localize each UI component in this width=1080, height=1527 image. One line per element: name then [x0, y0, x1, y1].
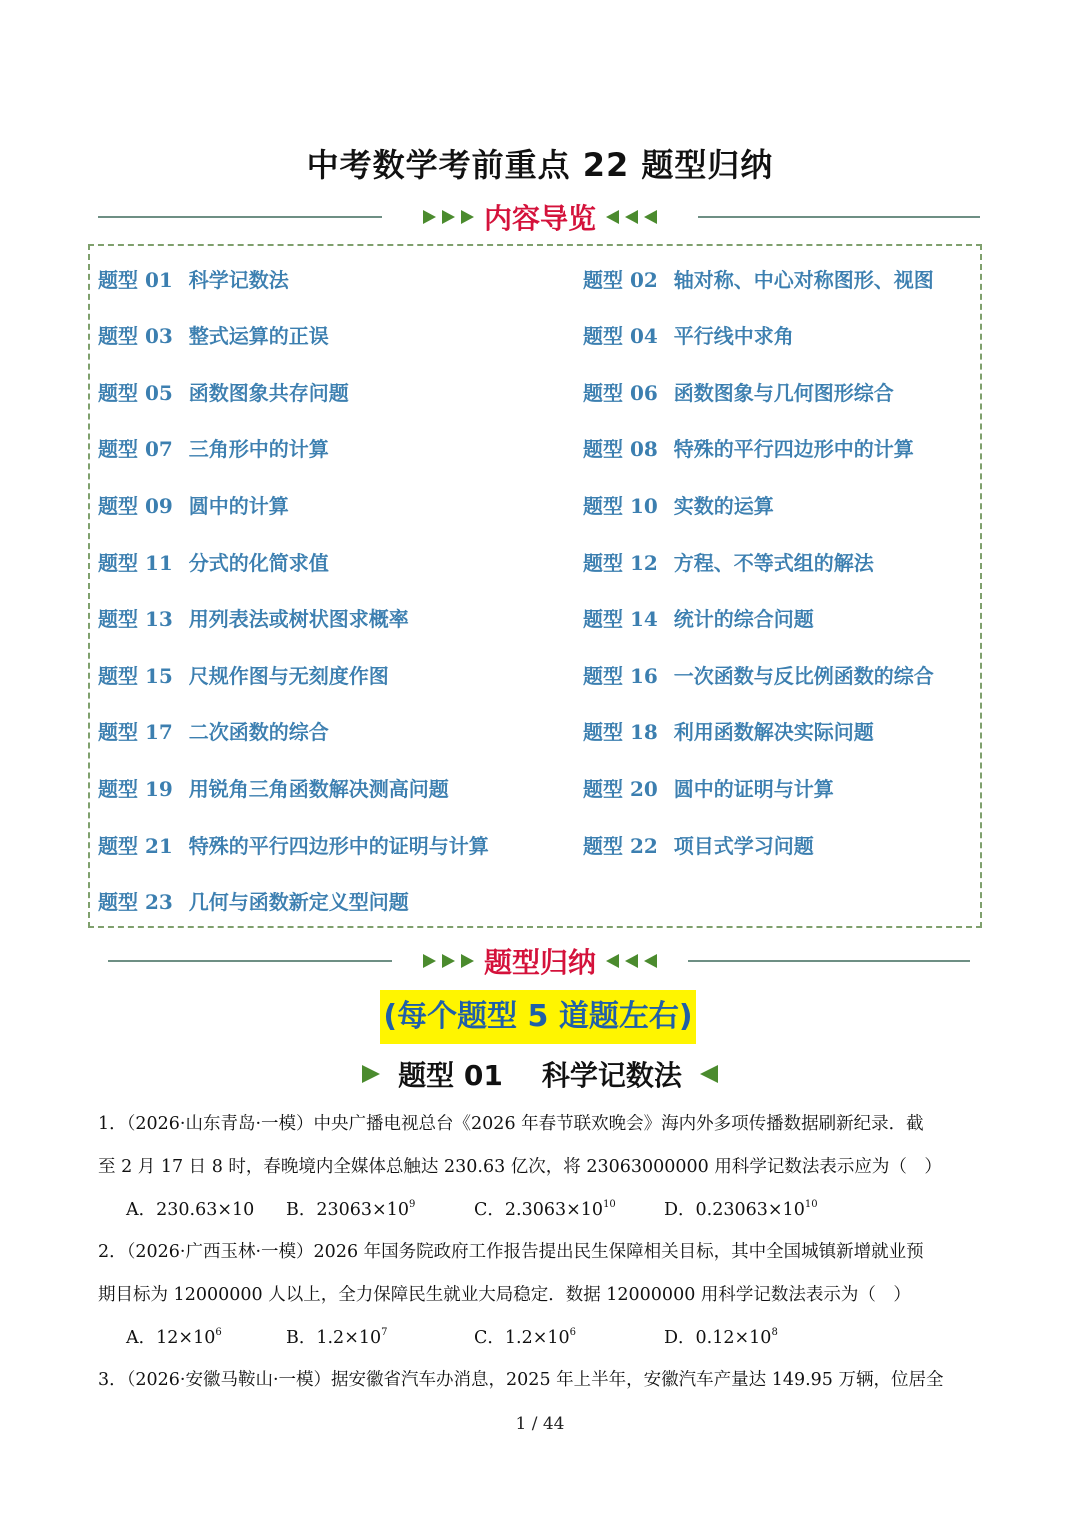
toc-item-14[interactable]: 题型 14 统计的综合问题 [583, 607, 814, 631]
toc-item-01[interactable]: 题型 01 科学记数法 [98, 268, 289, 292]
banner-title: 内容导览 [483, 202, 596, 235]
arrow-left-icon [625, 954, 638, 968]
toc-item-22[interactable]: 题型 22 项目式学习问题 [583, 834, 814, 858]
banner-type-summary [0, 941, 1080, 981]
arrow-right-icon [442, 954, 455, 968]
toc-item-15[interactable]: 题型 15 尺规作图与无刻度作图 [98, 664, 389, 688]
arrow-left-icon [644, 210, 657, 224]
page-title: 中考数学考前重点 22 题型归纳 [306, 146, 774, 184]
toc-item-18[interactable]: 题型 18 利用函数解决实际问题 [583, 720, 874, 744]
arrow-right-icon [423, 210, 436, 224]
question-1-line-2: 至 2 月 17 日 8 时，春晚境内全媒体总触达 230.63 亿次，将 23063000000 用科学记数法表示应为（ ） [98, 1157, 942, 1177]
toc-item-16[interactable]: 题型 16 一次函数与反比例函数的综合 [583, 664, 934, 688]
question-1-line-1: 1．（2026·山东青岛·一模）中央广播电视总台《2026 年春节联欢晚会》海内外多项传播数据刷新纪录．截 [98, 1114, 924, 1134]
toc-item-06[interactable]: 题型 06 函数图象与几何图形综合 [583, 381, 894, 405]
banner-content-overview [0, 197, 1080, 237]
arrow-right-icon [362, 1065, 380, 1083]
option-c: C．$1.2\times 10^6$ [474, 1327, 577, 1348]
arrow-right-icon [461, 210, 474, 224]
option-d: D．$0.23063\times 10^{10}$ [664, 1199, 818, 1220]
toc-item-11[interactable]: 题型 11 分式的化简求值 [98, 551, 329, 575]
option-a: A．230.63×10 [126, 1200, 255, 1220]
arrow-left-icon [644, 954, 657, 968]
toc-item-13[interactable]: 题型 13 用列表法或树状图求概率 [98, 607, 409, 631]
page-number: 1 / 44 [515, 1414, 565, 1434]
arrow-left-icon [625, 210, 638, 224]
arrow-right-icon [423, 954, 436, 968]
toc-item-19[interactable]: 题型 19 用锐角三角函数解决测高问题 [98, 777, 449, 801]
toc-item-07[interactable]: 题型 07 三角形中的计算 [98, 437, 329, 461]
toc-item-02[interactable]: 题型 02 轴对称、中心对称图形、视图 [583, 268, 934, 292]
arrow-right-icon [461, 954, 474, 968]
section-heading [0, 1052, 1080, 1096]
question-2-line-1: 2．（2026·广西玉林·一模）2026 年国务院政府工作报告提出民生保障相关目标，其中全国城镇新增就业预 [98, 1242, 924, 1262]
option-a: A．$12\times 10^6$ [126, 1327, 222, 1348]
option-b: B．$1.2\times 10^7$ [286, 1327, 388, 1348]
toc-item-10[interactable]: 题型 10 实数的运算 [583, 494, 774, 518]
arrow-left-icon [606, 954, 619, 968]
question-2-line-2: 期目标为 12000000 人以上，全力保障民生就业大局稳定．数据 12000000 用科学记数法表示为（ ） [98, 1285, 911, 1305]
arrow-left-icon [700, 1065, 718, 1083]
toc-item-03[interactable]: 题型 03 整式运算的正误 [98, 324, 329, 348]
arrow-right-icon [442, 210, 455, 224]
option-c: C．$2.3063\times 10^{10}$ [474, 1199, 616, 1220]
toc-item-05[interactable]: 题型 05 函数图象共存问题 [98, 381, 349, 405]
question-3-line-1: 3．（2026·安徽马鞍山·一模）据安徽省汽车办消息，2025 年上半年，安徽汽车产量达 149.95 万辆，位居全 [98, 1370, 944, 1390]
toc-item-12[interactable]: 题型 12 方程、不等式组的解法 [583, 551, 874, 575]
toc-item-21[interactable]: 题型 21 特殊的平行四边形中的证明与计算 [98, 834, 489, 858]
toc-item-23[interactable]: 题型 23 几何与函数新定义型问题 [98, 890, 409, 914]
option-d: D．$0.12\times 10^8$ [664, 1327, 778, 1348]
banner-title: 题型归纳 [483, 946, 596, 979]
toc-item-04[interactable]: 题型 04 平行线中求角 [583, 324, 794, 348]
section-title: 题型 01 科学记数法 [398, 1059, 682, 1092]
option-b: B．$23063\times 10^9$ [286, 1199, 416, 1220]
toc-item-20[interactable]: 题型 20 圆中的证明与计算 [583, 777, 834, 801]
arrow-left-icon [606, 210, 619, 224]
toc-item-17[interactable]: 题型 17 二次函数的综合 [98, 720, 329, 744]
toc-item-08[interactable]: 题型 08 特殊的平行四边形中的计算 [583, 437, 914, 461]
toc-item-09[interactable]: 题型 09 圆中的计算 [98, 494, 289, 518]
subtitle-highlight: (每个题型 5 道题左右) [380, 990, 696, 1044]
